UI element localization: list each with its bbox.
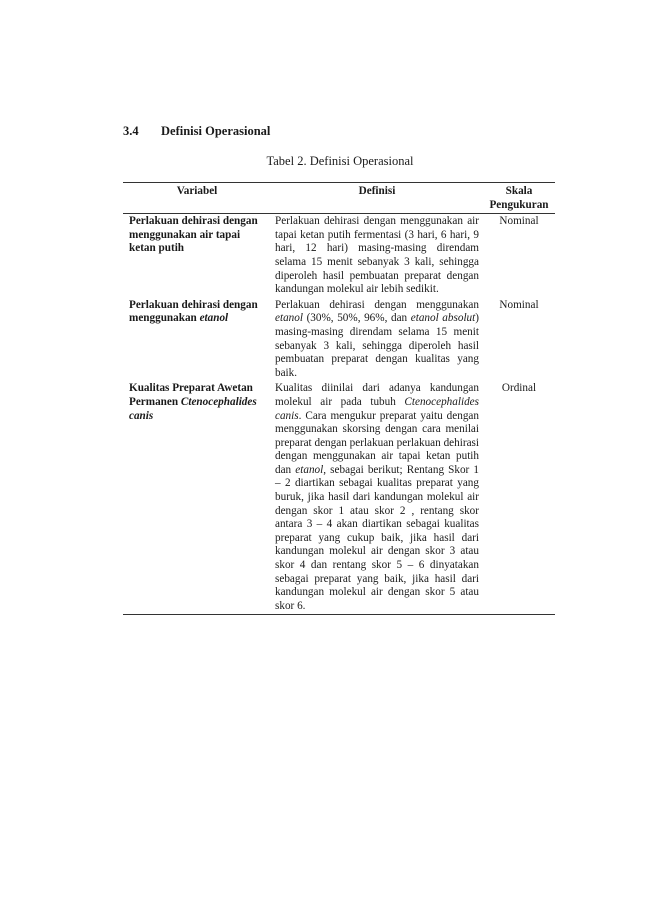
row3-variabel-italic: Ctenocephalides canis <box>129 395 257 422</box>
table-header-row <box>123 183 555 214</box>
section-heading <box>123 124 270 139</box>
row3-definisi <box>271 381 483 615</box>
row3-variabel-text: Kualitas Preparat Awetan Permanen <box>129 382 253 408</box>
header-skala <box>483 183 555 214</box>
row3-variabel <box>123 381 271 615</box>
row3-skala: Ordinal <box>483 381 555 615</box>
table-row <box>123 381 555 615</box>
row2-def-part5: ) masing-masing direndam selama 15 menit sebanyak 3 kali, sehingga diperoleh hasil pembuatan preparat dengan kualitas yang baik. <box>275 312 479 379</box>
table-caption: Tabel 2. Definisi Operasional <box>266 154 414 168</box>
row2-skala: Nominal <box>499 298 539 311</box>
row2-definisi <box>271 298 483 382</box>
header-variabel: Variabel <box>123 183 271 214</box>
row2-def-part1: Perlakuan dehirasi dengan menggunakan <box>275 298 479 311</box>
header-definisi: Definisi <box>271 183 483 214</box>
row2-def-part3: (30%, 50%, 96%, dan <box>302 312 411 325</box>
header-skala-line1: Skala <box>505 185 533 197</box>
definition-table <box>123 182 555 615</box>
row3-def-part5: , sebagai berikut; Rentang Skor 1 – 2 diartikan sebagai kualitas preparat yang buruk, jika hasil dari kandungan molekul air dengan skor 1 atau skor 2 , rentang skor antara 3 – 4 akan diartikan sebagai kualitas preparat yang cukup baik, jika hasil dari kandungan molekul air dengan skor 3 atau skor 4 dan rentang skor 5 – 6 dinyatakan sebagai preparat yang baik, jika hasil dari kandungan molekul air dengan skor 5 atau skor 6. <box>275 463 480 612</box>
section-title: Definisi Operasional <box>161 124 271 138</box>
table-row <box>123 214 555 298</box>
row3-def-part3: . Cara mengukur preparat yaitu dengan menggunakan skorsing dengan cara menilai preparat dengan perlakuan perlakuan dehirasi dengan menggunakan air tapai ketan putih dan <box>275 409 479 476</box>
row2-variabel-text: Perlakuan dehirasi dengan menggunakan <box>129 298 258 325</box>
row3-def-part4: etanol <box>295 463 324 476</box>
row1-definisi: Perlakuan dehirasi dengan menggunakan air tapai ketan putih fermentasi (3 hari, 6 hari, 9 hari, 12 hari) masing-masing direndam selama 15 menit sebanyak 3 kali, sehingga diperoleh hasil pembuatan preparat dengan kandungan molekul air lebih sedikit. <box>275 215 479 296</box>
row1-skala: Nominal <box>499 215 539 228</box>
header-skala-line2: Pengukuran <box>489 198 549 211</box>
row2-variabel-italic: etanol <box>199 312 229 325</box>
section-number: 3.4 <box>123 124 139 138</box>
row2-def-part4: etanol absolut <box>410 312 476 325</box>
row2-def-part2: etanol <box>275 312 303 325</box>
row3-def-part2: Ctenocephalides canis <box>275 395 479 422</box>
row1-variabel: Perlakuan dehirasi dengan menggunakan air tapai ketan putih <box>129 215 258 255</box>
row2-variabel <box>123 298 271 382</box>
table-row <box>123 298 555 382</box>
row3-def-part1: Kualitas diinilai dari adanya kandungan molekul air pada tubuh <box>275 382 479 408</box>
